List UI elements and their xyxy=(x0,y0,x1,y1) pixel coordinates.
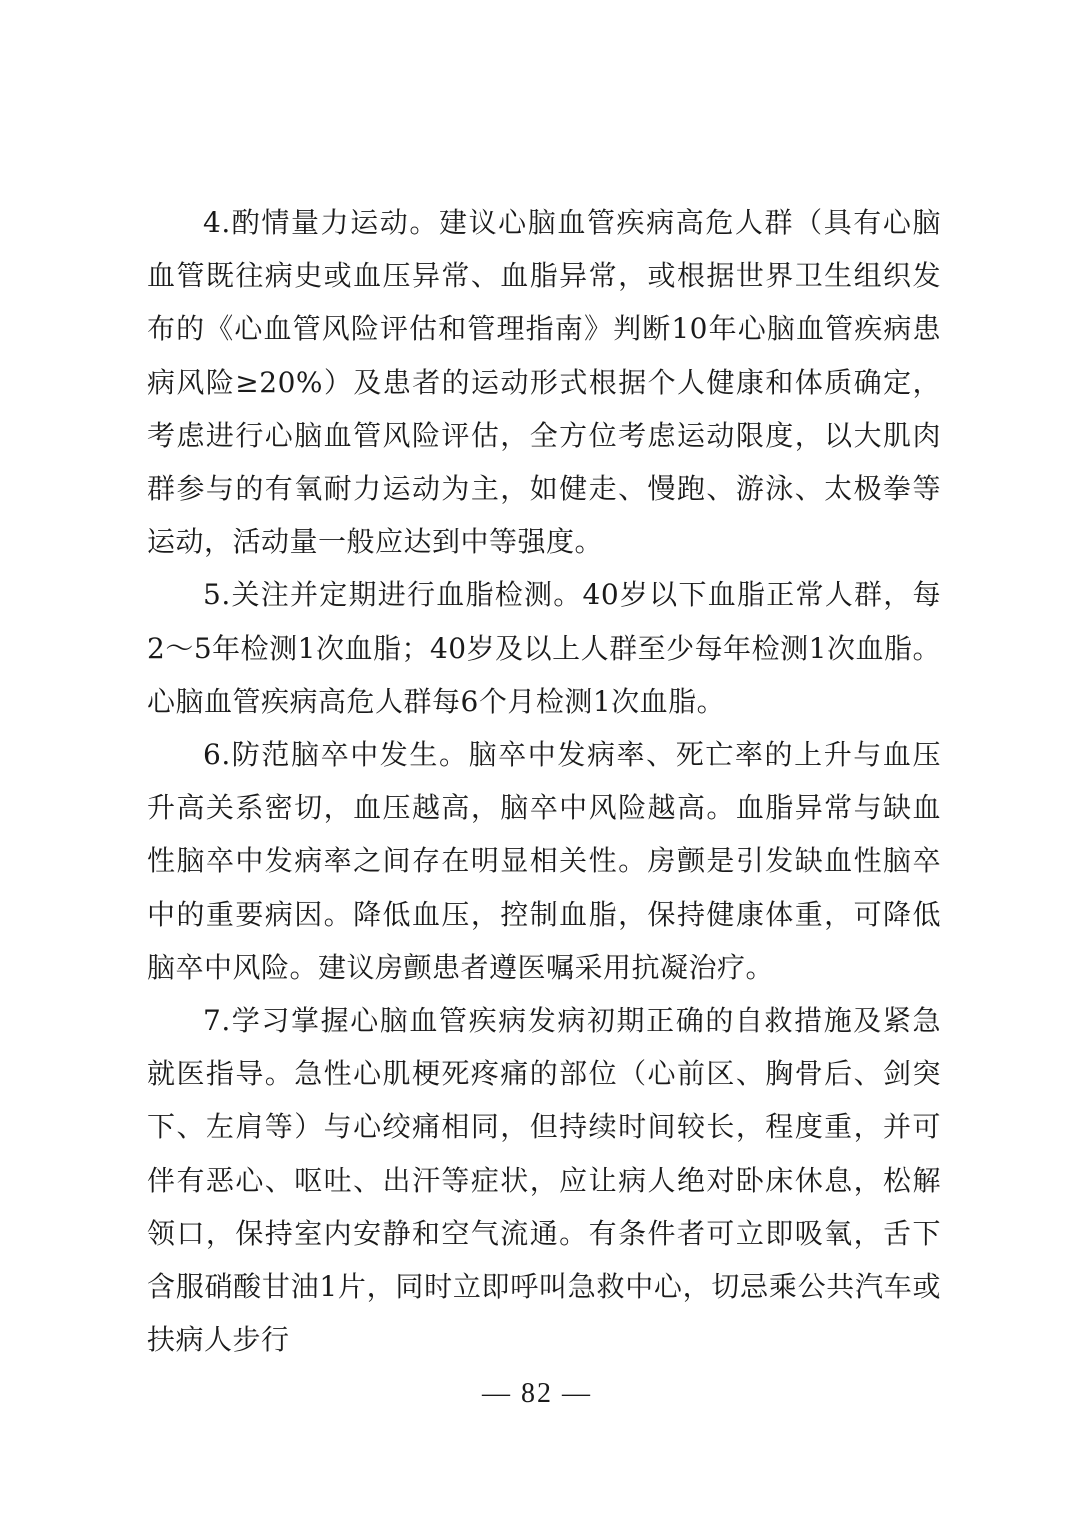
paragraph-stroke-prevention: 6.防范脑卒中发生。脑卒中发病率、死亡率的上升与血压升高关系密切，血压越高，脑卒中风险越高。血脂异常与缺血性脑卒中发病率之间存在明显相关性。房颤是引发缺血性脑卒中的重要病因。降低血压，控制血脂，保持健康体重，可降低脑卒中风险。建议房颤患者遵医嘱采用抗凝治疗。 xyxy=(147,738,941,984)
paragraph-self-rescue: 7.学习掌握心脑血管疾病发病初期正确的自救措施及紧急就医指导。急性心肌梗死疼痛的部位（心前区、胸骨后、剑突下、左肩等）与心绞痛相同，但持续时间较长，程度重，并可伴有恶心、呕吐、出汗等症状，应让病人绝对卧床休息，松解领口，保持室内安静和空气流通。有条件者可立即吸氧，舌下含服硝酸甘油1片，同时立即呼叫急救中心，切忌乘公共汽车或扶病人步行 xyxy=(147,1004,941,1357)
paragraph-exercise: 4.酌情量力运动。建议心脑血管疾病高危人群（具有心脑血管既往病史或血压异常、血脂异常，或根据世界卫生组织发布的《心血管风险评估和管理指南》判断10年心脑血管疾病患病风险≥20%）及患者的运动形式根据个人健康和体质确定，考虑进行心脑血管风险评估，全方位考虑运动限度，以大肌肉群参与的有氧耐力运动为主，如健走、慢跑、游泳、太极拳等运动，活动量一般应达到中等强度。 xyxy=(147,206,941,559)
paragraph-lipid-testing: 5.关注并定期进行血脂检测。40岁以下血脂正常人群，每2～5年检测1次血脂；40岁及以上人群至少每年检测1次血脂。心脑血管疾病高危人群每6个月检测1次血脂。 xyxy=(147,578,941,718)
page-number: — 82 — xyxy=(482,1378,592,1409)
body-text xyxy=(147,196,941,1366)
